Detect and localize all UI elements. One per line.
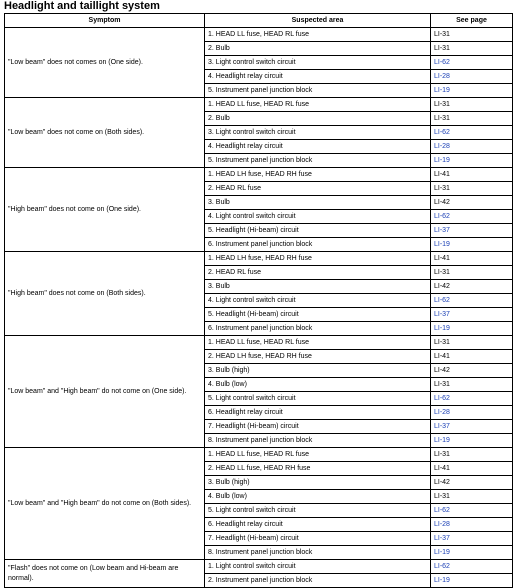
see-page-link[interactable]: LI-19: [434, 549, 450, 556]
suspected-area-cell: 8. Instrument panel junction block: [205, 434, 431, 448]
table-header-row: [5, 14, 513, 28]
see-page-link[interactable]: LI-62: [434, 395, 450, 402]
suspected-area-cell: 4. Light control switch circuit: [205, 294, 431, 308]
see-page-cell: [431, 378, 513, 392]
suspected-area-cell: 1. Light control switch circuit: [205, 560, 431, 574]
see-page-link[interactable]: LI-19: [434, 241, 450, 248]
see-page-cell: [431, 238, 513, 252]
see-page-link[interactable]: LI-41: [434, 171, 450, 178]
see-page-cell: [431, 42, 513, 56]
suspected-area-cell: 4. Headlight relay circuit: [205, 70, 431, 84]
table-row: [5, 560, 513, 574]
see-page-link[interactable]: LI-28: [434, 143, 450, 150]
see-page-cell: [431, 434, 513, 448]
suspected-area-cell: 8. Instrument panel junction block: [205, 546, 431, 560]
symptom-cell: "Low beam" does not come on (Both sides).: [5, 98, 205, 168]
suspected-area-cell: 1. HEAD LL fuse, HEAD RL fuse: [205, 98, 431, 112]
suspected-area-cell: 6. Instrument panel junction block: [205, 238, 431, 252]
see-page-link[interactable]: LI-31: [434, 269, 450, 276]
see-page-link[interactable]: LI-19: [434, 577, 450, 584]
see-page-cell: [431, 350, 513, 364]
see-page-link[interactable]: LI-31: [434, 185, 450, 192]
see-page-cell: [431, 476, 513, 490]
header-symptom: Symptom: [5, 14, 205, 28]
suspected-area-cell: 1. HEAD LH fuse, HEAD RH fuse: [205, 168, 431, 182]
see-page-link[interactable]: LI-37: [434, 227, 450, 234]
header-see-page: See page: [431, 14, 513, 28]
suspected-area-cell: 3. Bulb (high): [205, 476, 431, 490]
suspected-area-cell: 2. Bulb: [205, 42, 431, 56]
see-page-link[interactable]: LI-42: [434, 367, 450, 374]
see-page-cell: [431, 364, 513, 378]
see-page-link[interactable]: LI-62: [434, 563, 450, 570]
see-page-cell: [431, 336, 513, 350]
see-page-link[interactable]: LI-37: [434, 311, 450, 318]
see-page-cell: [431, 210, 513, 224]
see-page-link[interactable]: LI-41: [434, 465, 450, 472]
see-page-link[interactable]: LI-62: [434, 507, 450, 514]
suspected-area-cell: 7. Headlight (Hi-beam) circuit: [205, 420, 431, 434]
see-page-link[interactable]: LI-37: [434, 535, 450, 542]
suspected-area-cell: 3. Light control switch circuit: [205, 126, 431, 140]
suspected-area-cell: 1. HEAD LL fuse, HEAD RL fuse: [205, 336, 431, 350]
table-row: [5, 28, 513, 42]
see-page-cell: [431, 112, 513, 126]
suspected-area-cell: 7. Headlight (Hi-beam) circuit: [205, 532, 431, 546]
suspected-area-cell: 4. Headlight relay circuit: [205, 140, 431, 154]
see-page-link[interactable]: LI-42: [434, 199, 450, 206]
see-page-cell: [431, 266, 513, 280]
see-page-link[interactable]: LI-62: [434, 213, 450, 220]
table-row: [5, 448, 513, 462]
see-page-cell: [431, 322, 513, 336]
suspected-area-cell: 4. Bulb (low): [205, 378, 431, 392]
see-page-cell: [431, 224, 513, 238]
suspected-area-cell: 6. Headlight relay circuit: [205, 406, 431, 420]
suspected-area-cell: 5. Headlight (Hi-beam) circuit: [205, 224, 431, 238]
see-page-link[interactable]: LI-31: [434, 115, 450, 122]
see-page-cell: [431, 84, 513, 98]
see-page-link[interactable]: LI-31: [434, 339, 450, 346]
see-page-link[interactable]: LI-19: [434, 157, 450, 164]
see-page-cell: [431, 448, 513, 462]
suspected-area-cell: 3. Bulb: [205, 196, 431, 210]
suspected-area-cell: 2. HEAD LH fuse, HEAD RH fuse: [205, 350, 431, 364]
suspected-area-cell: 5. Instrument panel junction block: [205, 154, 431, 168]
suspected-area-cell: 4. Bulb (low): [205, 490, 431, 504]
suspected-area-cell: 2. HEAD RL fuse: [205, 266, 431, 280]
table-row: [5, 168, 513, 182]
suspected-area-cell: 2. Instrument panel junction block: [205, 574, 431, 588]
see-page-link[interactable]: LI-42: [434, 283, 450, 290]
table-row: [5, 336, 513, 350]
suspected-area-cell: 1. HEAD LL fuse, HEAD RL fuse: [205, 448, 431, 462]
suspected-area-cell: 2. HEAD LL fuse, HEAD RH fuse: [205, 462, 431, 476]
see-page-cell: [431, 504, 513, 518]
suspected-area-cell: 6. Headlight relay circuit: [205, 518, 431, 532]
suspected-area-cell: 2. Bulb: [205, 112, 431, 126]
see-page-link[interactable]: LI-31: [434, 45, 450, 52]
see-page-cell: [431, 462, 513, 476]
see-page-cell: [431, 98, 513, 112]
see-page-link[interactable]: LI-41: [434, 255, 450, 262]
see-page-cell: [431, 546, 513, 560]
table-body: [5, 28, 513, 588]
see-page-cell: [431, 490, 513, 504]
see-page-cell: [431, 154, 513, 168]
see-page-link[interactable]: LI-62: [434, 59, 450, 66]
see-page-cell: [431, 280, 513, 294]
see-page-cell: [431, 308, 513, 322]
suspected-area-cell: 5. Light control switch circuit: [205, 504, 431, 518]
see-page-cell: [431, 252, 513, 266]
see-page-cell: [431, 532, 513, 546]
see-page-cell: [431, 406, 513, 420]
see-page-link[interactable]: LI-41: [434, 353, 450, 360]
symptom-cell: "Low beam" and "High beam" do not come on (One side).: [5, 336, 205, 448]
suspected-area-cell: 1. HEAD LH fuse, HEAD RH fuse: [205, 252, 431, 266]
see-page-cell: [431, 70, 513, 84]
see-page-cell: [431, 560, 513, 574]
see-page-link[interactable]: LI-31: [434, 493, 450, 500]
table-row: [5, 252, 513, 266]
see-page-link[interactable]: LI-19: [434, 87, 450, 94]
see-page-link[interactable]: LI-28: [434, 409, 450, 416]
see-page-cell: [431, 420, 513, 434]
table-row: [5, 98, 513, 112]
see-page-cell: [431, 56, 513, 70]
see-page-link[interactable]: LI-19: [434, 437, 450, 444]
see-page-cell: [431, 294, 513, 308]
see-page-link[interactable]: LI-62: [434, 129, 450, 136]
suspected-area-cell: 3. Bulb (high): [205, 364, 431, 378]
suspected-area-cell: 3. Light control switch circuit: [205, 56, 431, 70]
suspected-area-cell: 5. Headlight (Hi-beam) circuit: [205, 308, 431, 322]
see-page-link[interactable]: LI-28: [434, 73, 450, 80]
see-page-link[interactable]: LI-31: [434, 451, 450, 458]
symptom-cell: "Low beam" and "High beam" do not come on (Both sides).: [5, 448, 205, 560]
see-page-link[interactable]: LI-42: [434, 479, 450, 486]
see-page-cell: [431, 518, 513, 532]
symptom-cell: "High beam" does not come on (One side).: [5, 168, 205, 252]
symptom-cell: "Flash" does not come on (Low beam and Hi-beam are normal).: [5, 560, 205, 588]
see-page-cell: [431, 392, 513, 406]
see-page-cell: [431, 140, 513, 154]
see-page-link[interactable]: LI-62: [434, 297, 450, 304]
suspected-area-cell: 4. Light control switch circuit: [205, 210, 431, 224]
symptom-cell: "High beam" does not come on (Both sides).: [5, 252, 205, 336]
see-page-link[interactable]: LI-31: [434, 31, 450, 38]
see-page-cell: [431, 574, 513, 588]
see-page-link[interactable]: LI-31: [434, 381, 450, 388]
suspected-area-cell: 6. Instrument panel junction block: [205, 322, 431, 336]
see-page-link[interactable]: LI-37: [434, 423, 450, 430]
header-suspected-area: Suspected area: [205, 14, 431, 28]
see-page-cell: [431, 28, 513, 42]
see-page-cell: [431, 182, 513, 196]
suspected-area-cell: 5. Instrument panel junction block: [205, 84, 431, 98]
see-page-cell: [431, 126, 513, 140]
see-page-cell: [431, 196, 513, 210]
see-page-link[interactable]: LI-19: [434, 325, 450, 332]
symptom-table: [4, 13, 513, 588]
suspected-area-cell: 1. HEAD LL fuse, HEAD RL fuse: [205, 28, 431, 42]
suspected-area-cell: 5. Light control switch circuit: [205, 392, 431, 406]
suspected-area-cell: 2. HEAD RL fuse: [205, 182, 431, 196]
see-page-link[interactable]: LI-31: [434, 101, 450, 108]
suspected-area-cell: 3. Bulb: [205, 280, 431, 294]
symptom-cell: "Low beam" does not comes on (One side).: [5, 28, 205, 98]
page-title: Headlight and taillight system: [4, 0, 160, 12]
see-page-link[interactable]: LI-28: [434, 521, 450, 528]
see-page-cell: [431, 168, 513, 182]
